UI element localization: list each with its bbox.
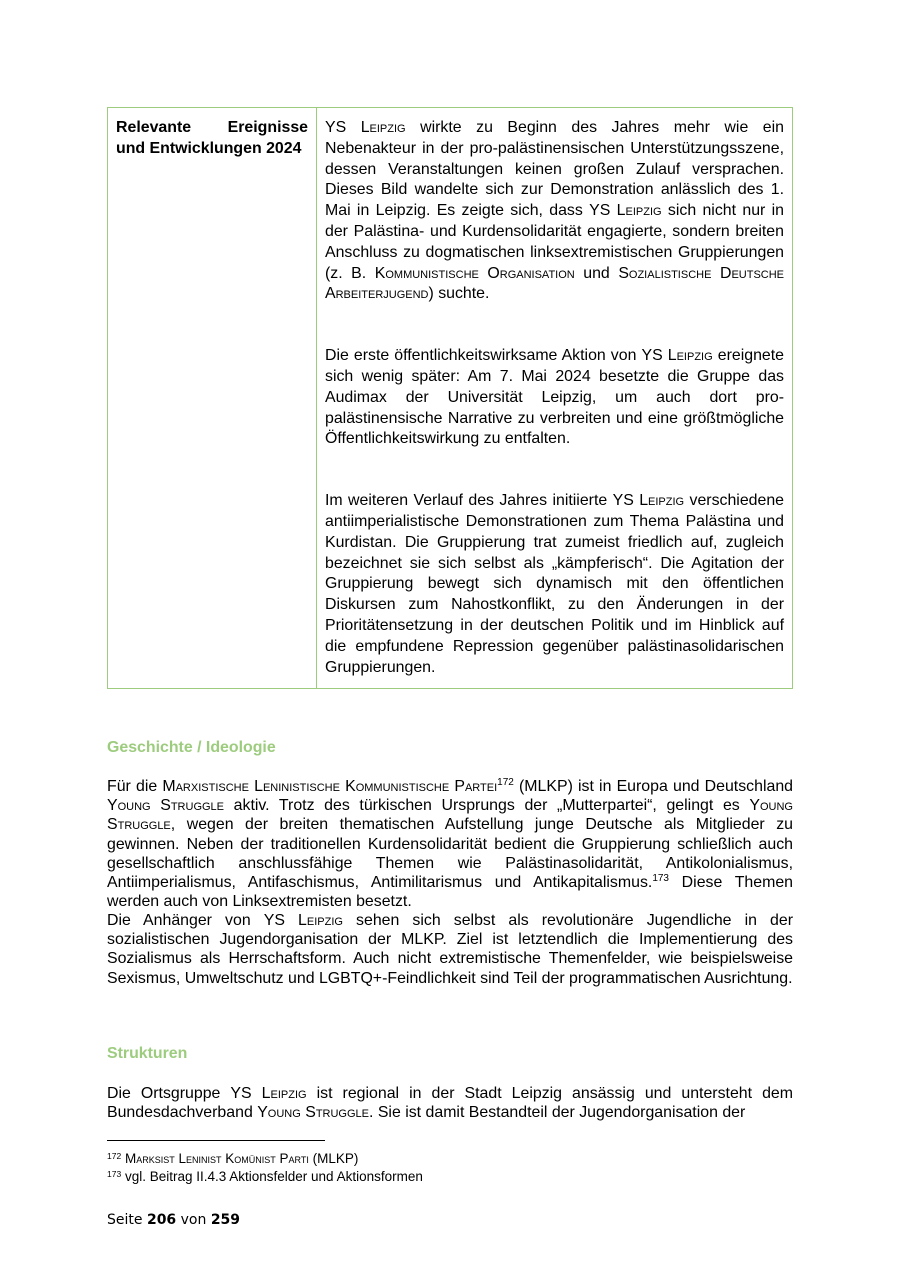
org-name: YS Leipzig — [325, 119, 406, 136]
org-name: Young Struggle — [107, 797, 793, 834]
org-name: Marxistische Leninistische Kommunistische Partei — [162, 778, 498, 795]
footnote-172: $^{172}$ Marksist Leninist Komünist Parti (MLKP) — [107, 1151, 359, 1166]
paragraph-strukturen: Die Ortsgruppe YS Leipzig ist regional in der Stadt Leipzig ansässig und untersteht dem Bundesdachverband Young Struggle. Sie ist damit Bestandteil der Jugendorganisation der — [107, 1085, 793, 1122]
org-name: YS Leipzig — [230, 1085, 307, 1102]
org-name: YS Leipzig — [641, 347, 713, 365]
table-content-cell — [317, 108, 793, 689]
page-number: Seite 206 von 259 — [107, 1212, 241, 1228]
footnote-173: $^{173}$ vgl. Beitrag II.4.3 Aktionsfelder und Aktionsformen — [107, 1169, 423, 1184]
info-table — [107, 107, 793, 689]
table-label-cell — [108, 108, 317, 689]
table-paragraph-1: YS Leipzig wirkte zu Beginn des Jahres mehr wie ein Nebenakteur in der pro-palästinensischen Unterstützungsszene, dessen Veranstaltungen keinen großen Zulauf versprachen. Dieses Bild wandelte sich zur Demonstration anlässlich des 1. Mai in Leipzig. Es zeigte sich, dass YS Leipzig sich nicht nur in der Palästina- und Kurdensolidarität engagierte, sondern breiten Anschluss zu dogmatischen linksextremistischen Gruppierungen (z. B. Kommunistische Organisation und Sozialistische Deutsche Arbeiterjugend) suchte. — [325, 119, 785, 303]
org-name: Kommunistische Organisation — [374, 264, 575, 282]
section-heading-geschichte: Geschichte / Ideologie — [107, 739, 276, 756]
table-label: Relevante Ereignisse und Entwicklungen 2024 — [116, 119, 308, 157]
table-paragraph-3: Im weiteren Verlauf des Jahres initiierte YS Leipzig verschiedene antiimperialistische Demonstrationen zum Thema Palästina und Kurdistan. Die Gruppierung trat zumeist friedlich auf, zugleich bezeichnet sie sich selbst als „kämpferisch“. Die Agitation der Gruppierung bewegt sich dynamisch mit den öffentlichen Diskursen zum Nahostkonflikt, zu den Änderungen in der Prioritätensetzung in der deutschen Politik und im Hinblick auf die empfundene Repression gegenüber palästinasolidarischen Gruppierungen. — [325, 492, 785, 676]
section-heading-strukturen: Strukturen — [107, 1045, 188, 1062]
footnote-divider — [107, 1140, 325, 1141]
footnote-ref[interactable]: 172 — [497, 777, 514, 788]
paragraph-geschichte-1: Für die Marxistische Leninistische Kommunistische Partei$^{172}$ (MLKP) ist in Europa und Deutschland Young Struggle aktiv. Trotz des türkischen Ursprungs der „Mutterpartei“, gelingt es Young Struggle, wegen der breiten thematischen Aufstellung junge Deutsche als Mitglieder zu gewinnen. Neben der traditionellen Kurdensolidarität bedient die Gruppierung schließlich auch gesellschaftlich anschlussfähige Themen wie Palästinasolidarität, Antikolonialismus, Antiimperialismus, Antifaschismus, Antimilitarismus und Antikapitalismus.$^{173}$ Diese Themen werden auch von Linksextremisten besetzt. — [107, 777, 794, 911]
paragraph-geschichte-2: Die Anhänger von YS Leipzig sehen sich selbst als revolutionäre Jugendliche in der sozialistischen Jugendorganisation der MLKP. Ziel ist letztendlich die Implementierung des Sozialismus als Herrschaftsform. Auch nicht extremistische Themenfelder, wie beispielsweise Sexismus, Umweltschutz und LGBTQ+-Feindlichkeit sind Teil der programmatischen Ausrichtung. — [107, 912, 794, 987]
footnote-ref[interactable]: 173 — [652, 873, 669, 885]
org-name: YS Leipzig — [612, 492, 685, 510]
table-paragraph-2: Die erste öffentlichkeitswirksame Aktion von YS Leipzig ereignete sich wenig später: Am 7. Mai 2024 besetzte die Gruppe das Audimax der Universität Leipzig, um auch dort pro-palästinensische Narrative zu verbreiten und eine größtmögliche Öffentlichkeitswirkung zu entfalten. — [325, 347, 784, 448]
org-name: Young Struggle — [107, 797, 225, 815]
org-name: YS Leipzig — [589, 202, 662, 220]
org-name: Young Struggle — [257, 1104, 369, 1122]
org-name: YS Leipzig — [263, 912, 343, 929]
org-name: Sozialistische Deutsche Arbeiterjugend — [325, 264, 784, 303]
